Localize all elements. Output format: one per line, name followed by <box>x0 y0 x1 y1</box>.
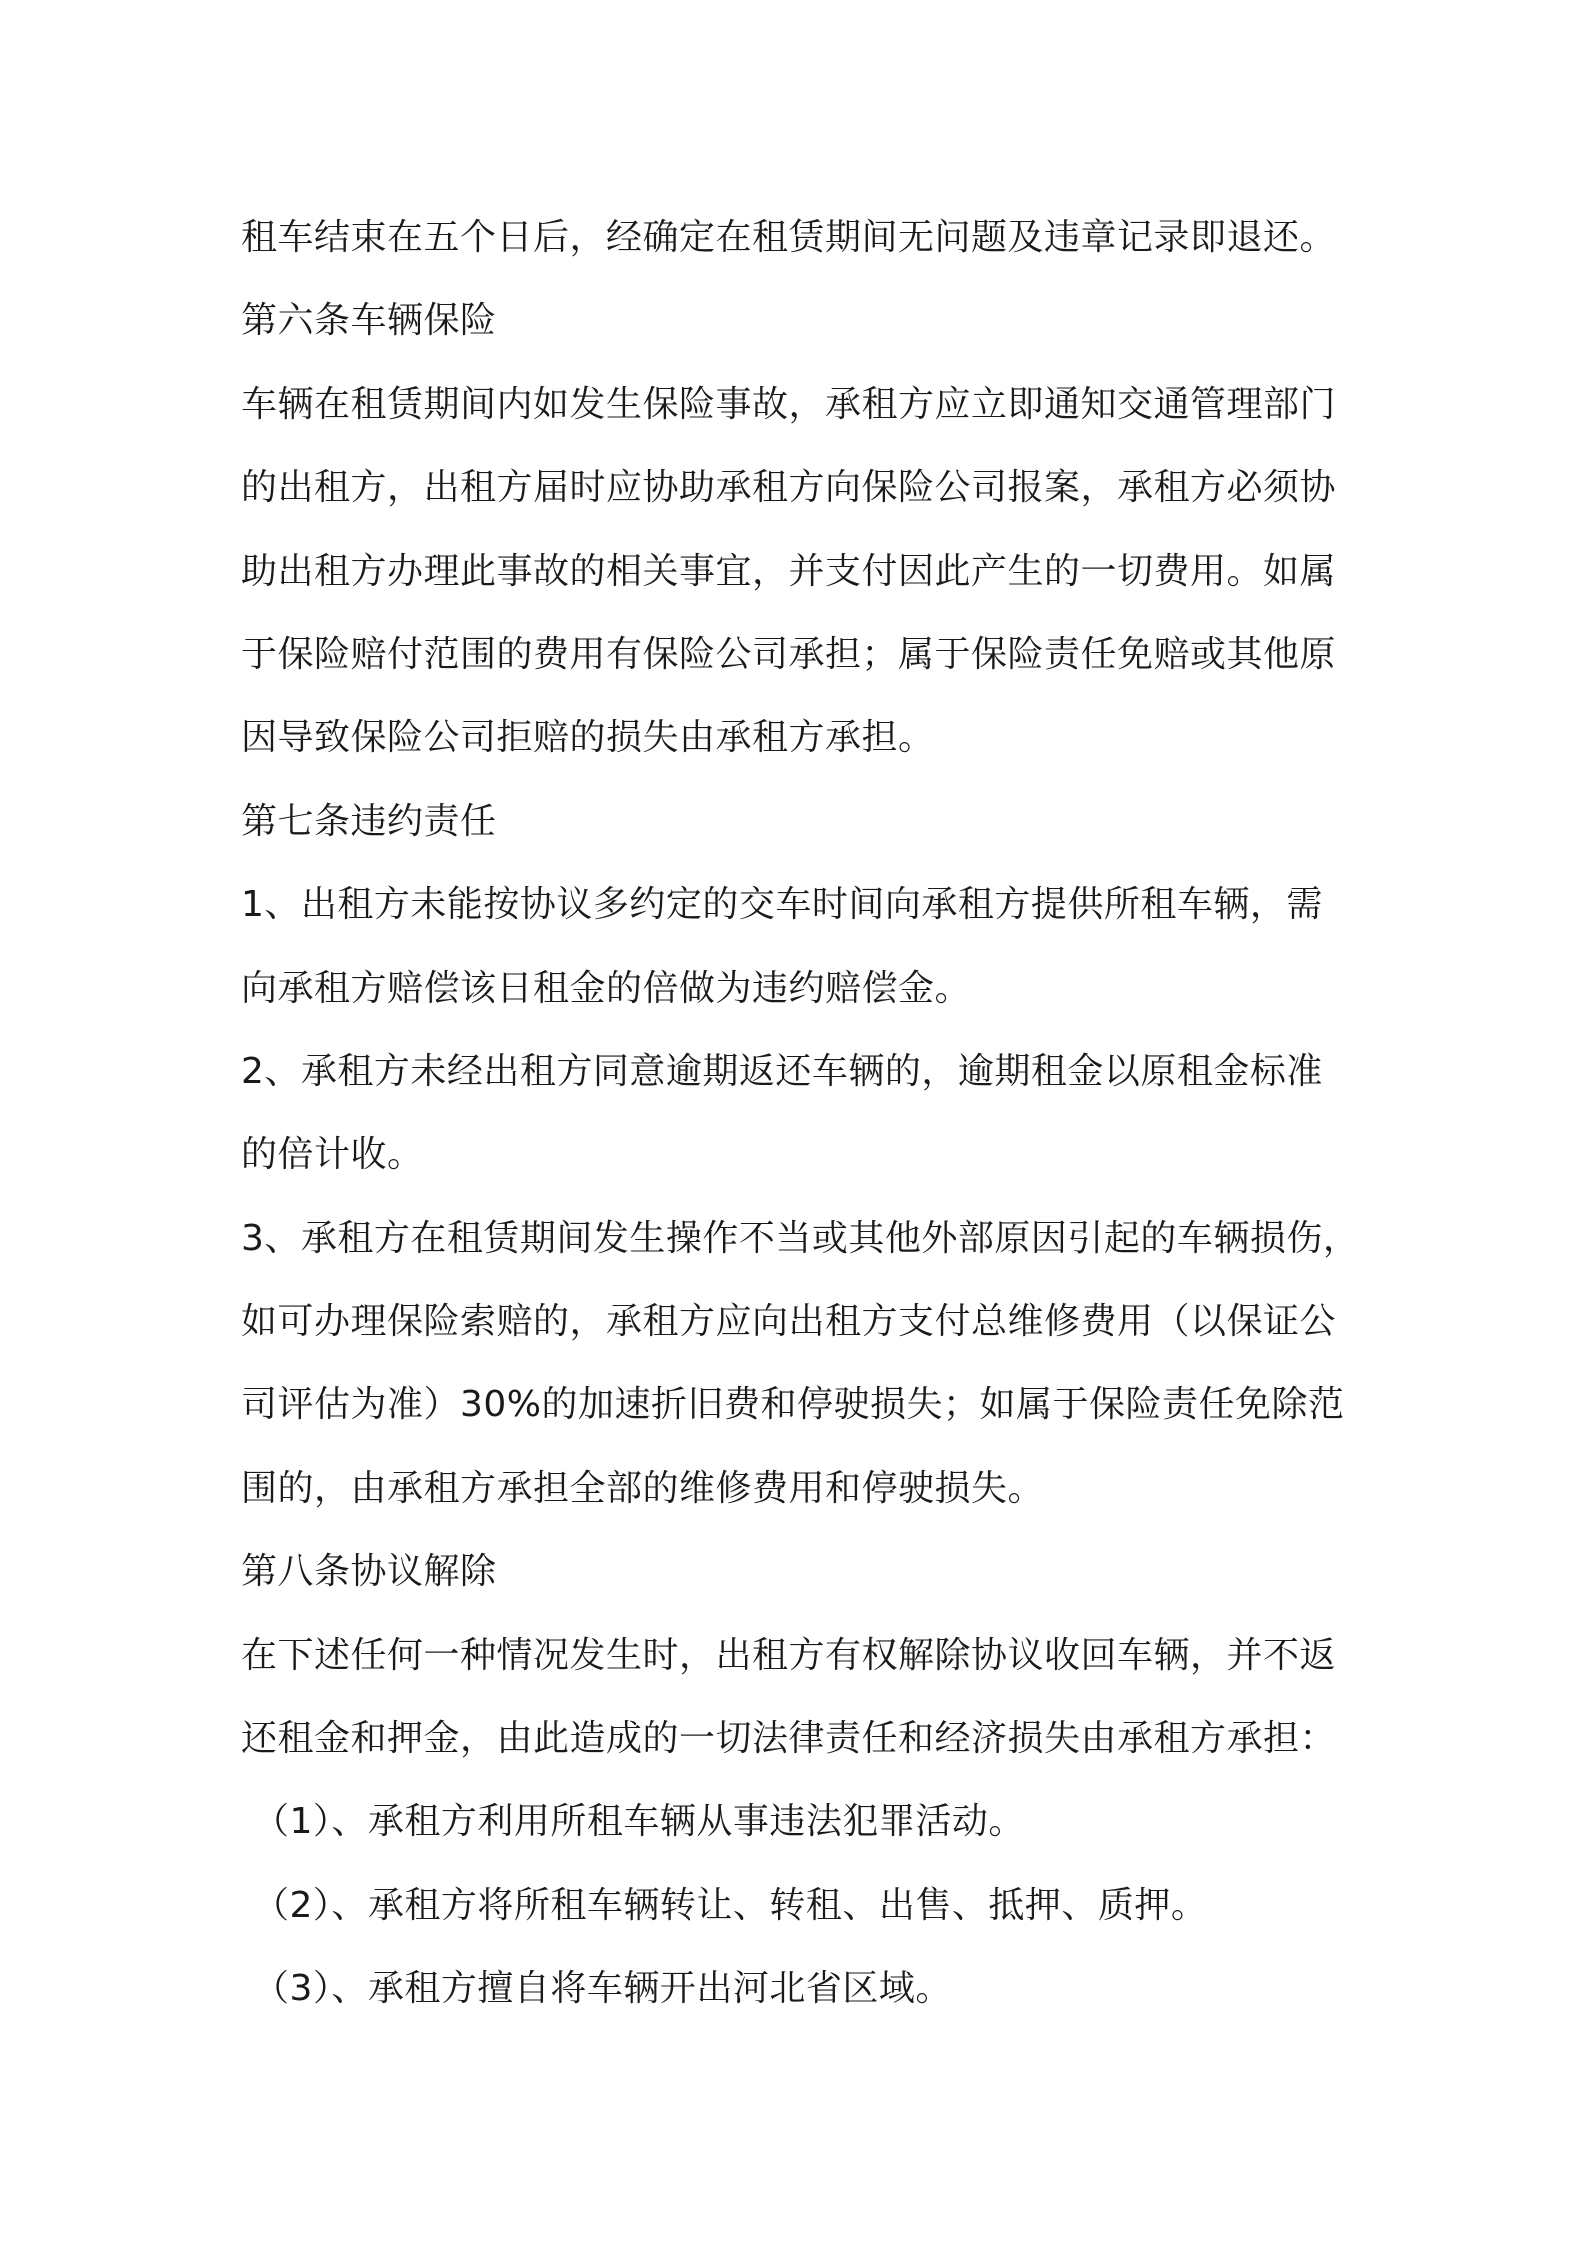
list-item-line: （1）、承租方利用所租车辆从事违法犯罪活动。 <box>253 1801 1025 1843</box>
paragraph-line: 助出租方办理此事故的相关事宜，并支付因此产生的一切费用。如属 <box>241 550 1337 592</box>
paragraph-line: 在下述任何一种情况发生时，出租方有权解除协议收回车辆，并不返 <box>241 1634 1337 1676</box>
section-heading-article-7: 第七条违约责任 <box>241 800 497 842</box>
list-item-line: 2、承租方未经出租方同意逾期返还车辆的，逾期租金以原租金标准 <box>241 1050 1323 1092</box>
paragraph-line: 车辆在租赁期间内如发生保险事故，承租方应立即通知交通管理部门 <box>241 383 1337 425</box>
list-item-line: 1、出租方未能按协议多约定的交车时间向承租方提供所租车辆，需 <box>241 884 1323 926</box>
list-item-line: （3）、承租方擅自将车辆开出河北省区域。 <box>253 1968 952 2010</box>
list-item-line: 司评估为准）30%的加速折旧费和停驶损失；如属于保险责任免除范 <box>241 1384 1345 1426</box>
list-item-line: 的倍计收。 <box>241 1134 424 1176</box>
paragraph-line: 因导致保险公司拒赔的损失由承租方承担。 <box>241 717 935 759</box>
paragraph-line: 租车结束在五个日后，经确定在租赁期间无问题及违章记录即退还。 <box>241 217 1337 258</box>
paragraph-line: 还租金和押金，由此造成的一切法律责任和经济损失由承租方承担： <box>241 1718 1337 1760</box>
list-item-line: 围的，由承租方承担全部的维修费用和停驶损失。 <box>241 1467 1045 1509</box>
list-item-line: 向承租方赔偿该日租金的倍做为违约赔偿金。 <box>241 967 972 1009</box>
section-heading-article-6: 第六条车辆保险 <box>241 300 497 342</box>
list-item-line: 如可办理保险索赔的，承租方应向出租方支付总维修费用（以保证公 <box>241 1301 1337 1343</box>
list-item-line: （2）、承租方将所租车辆转让、转租、出售、抵押、质押。 <box>253 1884 1208 1926</box>
paragraph-line: 于保险赔付范围的费用有保险公司承担；属于保险责任免赔或其他原 <box>241 633 1337 675</box>
section-heading-article-8: 第八条协议解除 <box>241 1551 497 1593</box>
document-body <box>241 196 1361 2031</box>
list-item-line: 3、承租方在租赁期间发生操作不当或其他外部原因引起的车辆损伤， <box>241 1217 1360 1259</box>
paragraph-line: 的出租方，出租方届时应协助承租方向保险公司报案，承租方必须协 <box>241 467 1337 509</box>
